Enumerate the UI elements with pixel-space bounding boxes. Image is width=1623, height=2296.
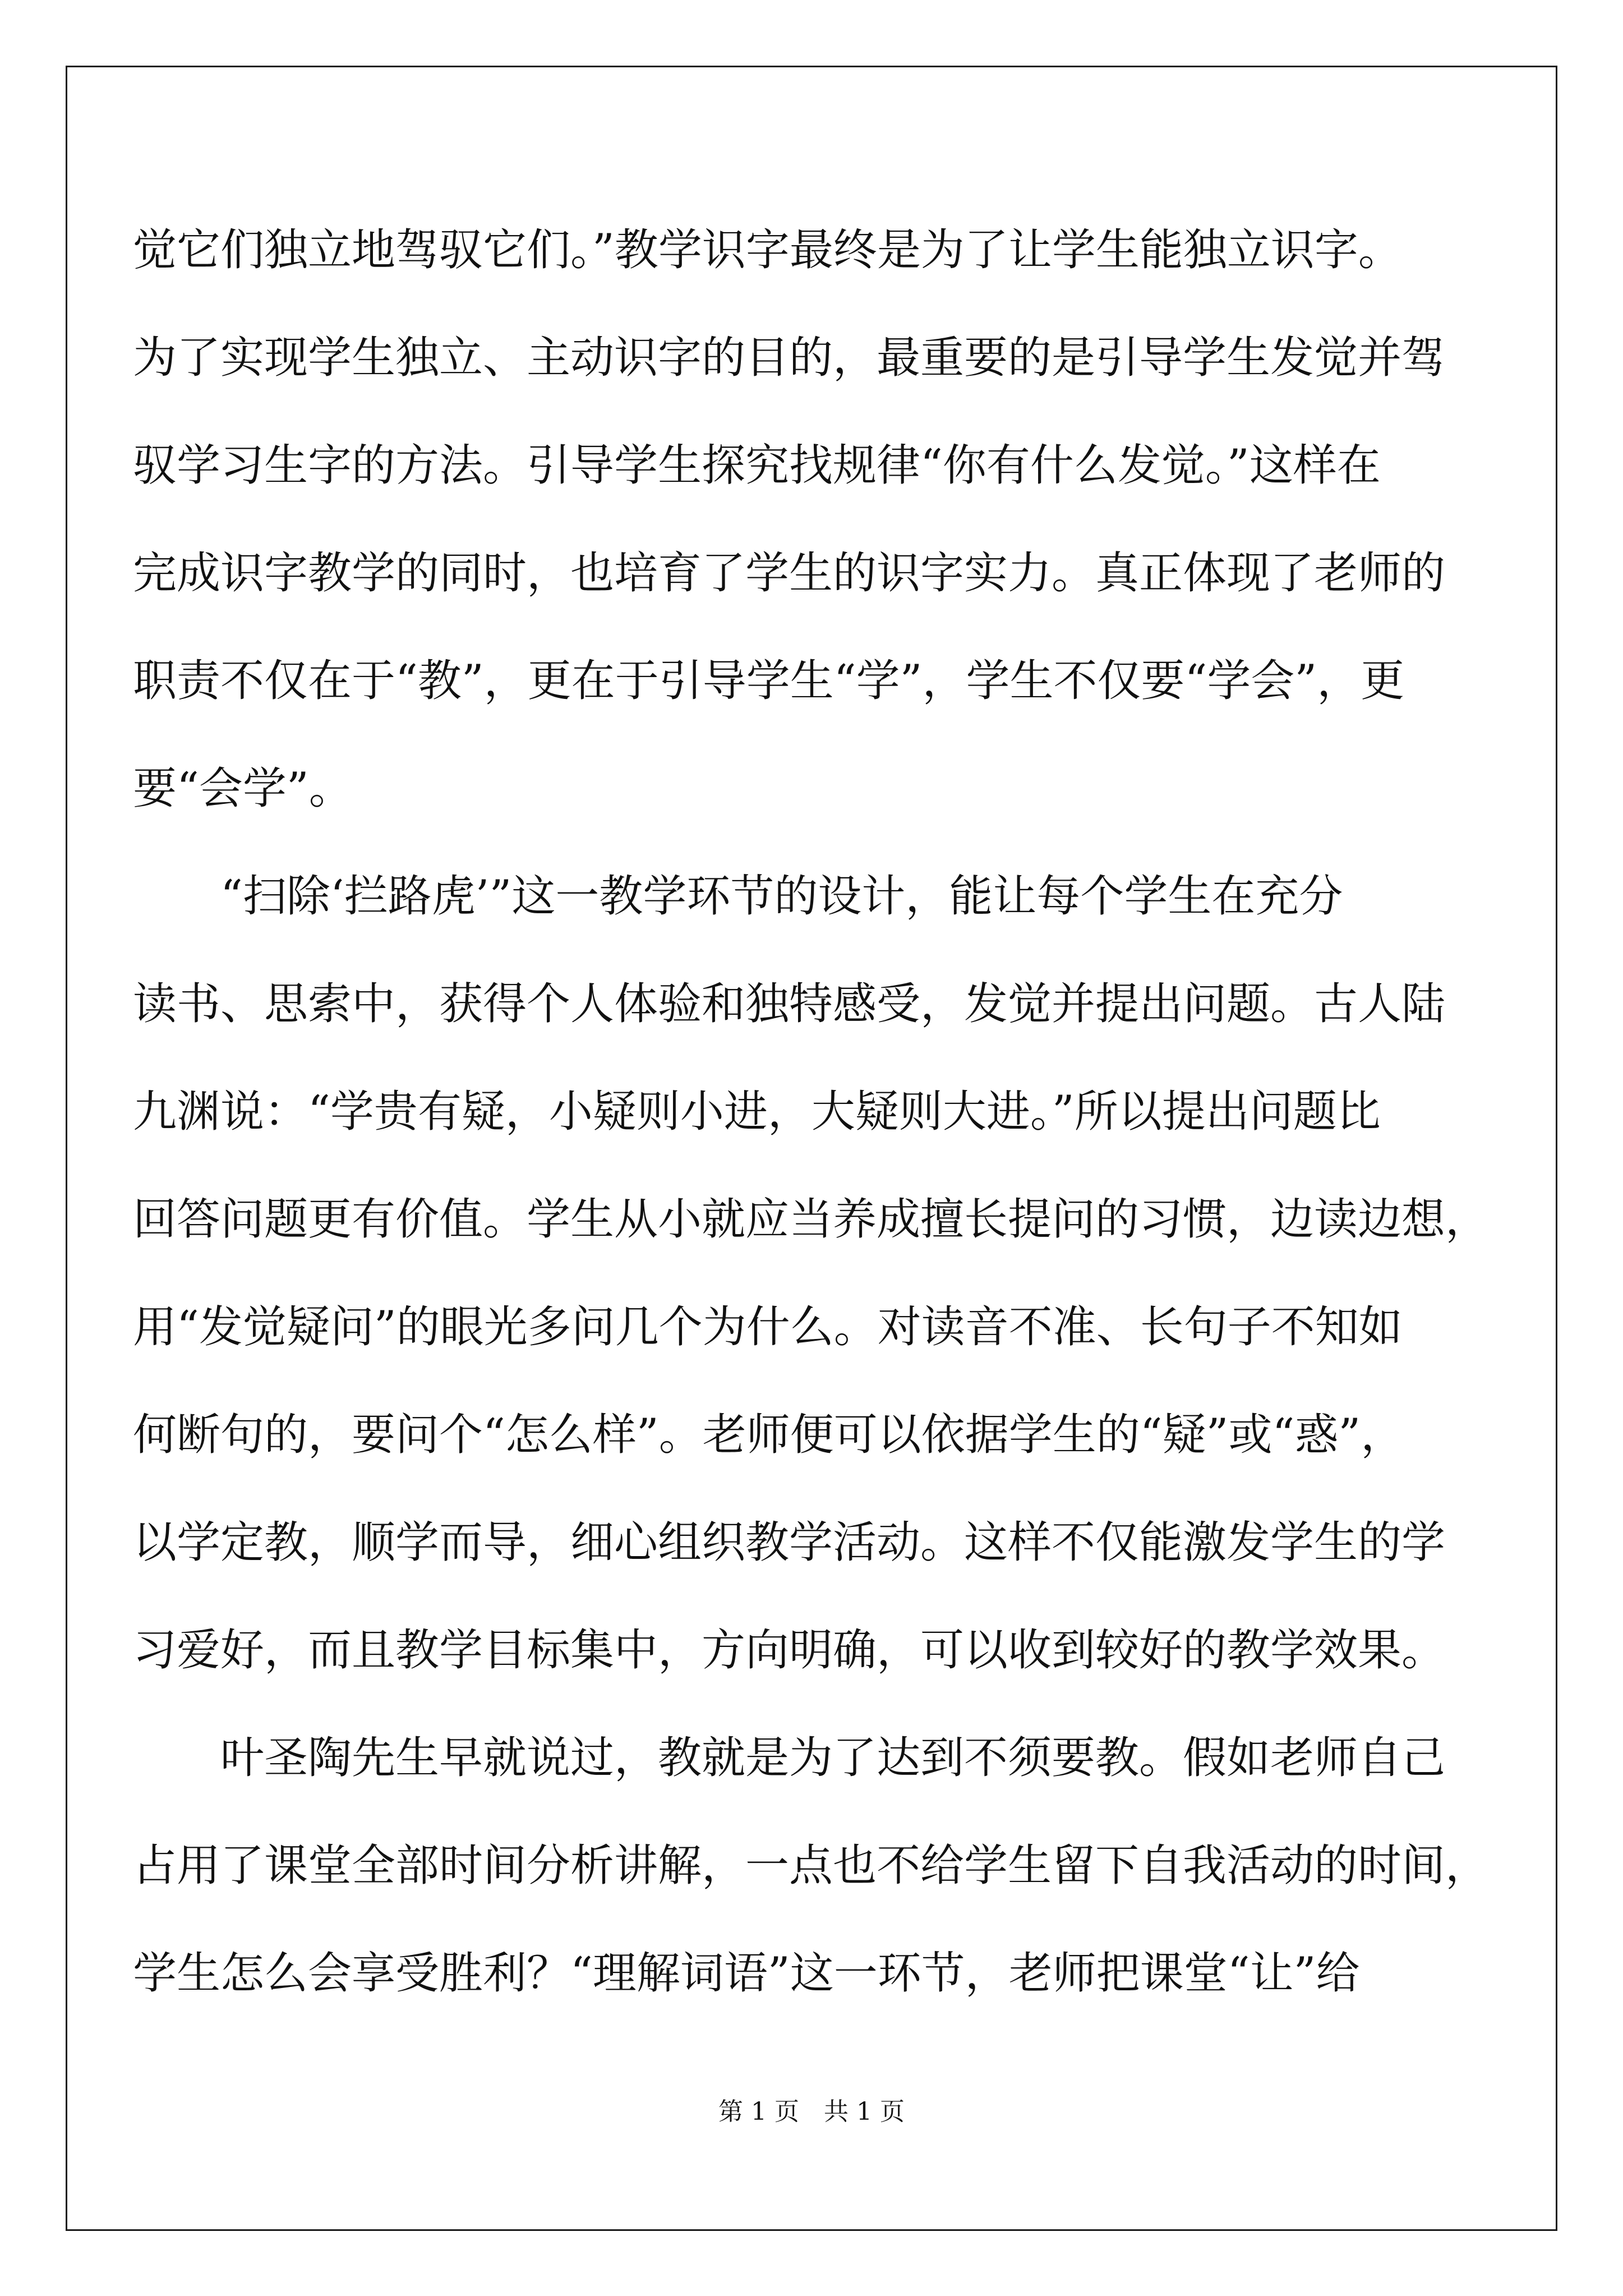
text-line: 以学定教，顺学而导，细心组织教学活动。这样不仅能激发学生的学: [133, 1517, 1446, 1568]
text-line: 叶圣陶先生早就说过，教就是为了达到不须要教。假如老师自己: [133, 1733, 1446, 1783]
text-line: 职责不仅在于“教”，更在于引导学生“学”，学生不仅要“学会”，更: [133, 656, 1405, 706]
text-line: 驭学习生字的方法。引导学生探究找规律“你有什么发觉。”这样在: [133, 440, 1381, 491]
text-line: “扫除‘拦路虎’”这一教学环节的设计，能让每个学生在充分: [133, 871, 1343, 922]
text-line: 学生怎么会享受胜利？“理解词语”这一环节，老师把课堂“让”给: [133, 1948, 1360, 1999]
page-number-footer: 第 1 页 共 1 页: [718, 2097, 905, 2126]
text-line: 要“会学”。: [133, 763, 353, 814]
text-line: 回答问题更有价值。学生从小就应当养成擅长提问的习惯，边读边想，: [133, 1194, 1490, 1245]
text-line: 觉它们独立地驾驭它们。”教学识字最终是为了让学生能独立识字。: [133, 225, 1402, 275]
text-line: 读书、思索中，获得个人体验和独特感受，发觉并提出问题。古人陆: [133, 979, 1446, 1029]
text-line: 何断句的，要问个“怎么样”。老师便可以依据学生的“疑”或“惑”，: [133, 1410, 1405, 1460]
text-line: 九渊说：“学贵有疑，小疑则小进，大疑则大进。”所以提出问题比: [133, 1087, 1381, 1137]
text-line: 用“发觉疑问”的眼光多问几个为什么。对读音不准、长句子不知如: [133, 1302, 1403, 1352]
text-line: 占用了课堂全部时间分析讲解，一点也不给学生留下自我活动的时间，: [133, 1841, 1490, 1891]
document-body: [133, 196, 1490, 2027]
text-line: 完成识字教学的同时，也培育了学生的识字实力。真正体现了老师的: [133, 548, 1446, 599]
text-line: 为了实现学生独立、主动识字的目的，最重要的是引导学生发觉并驾: [133, 333, 1446, 383]
text-line: 习爱好，而且教学目标集中，方向明确，可以收到较好的教学效果。: [133, 1625, 1446, 1676]
